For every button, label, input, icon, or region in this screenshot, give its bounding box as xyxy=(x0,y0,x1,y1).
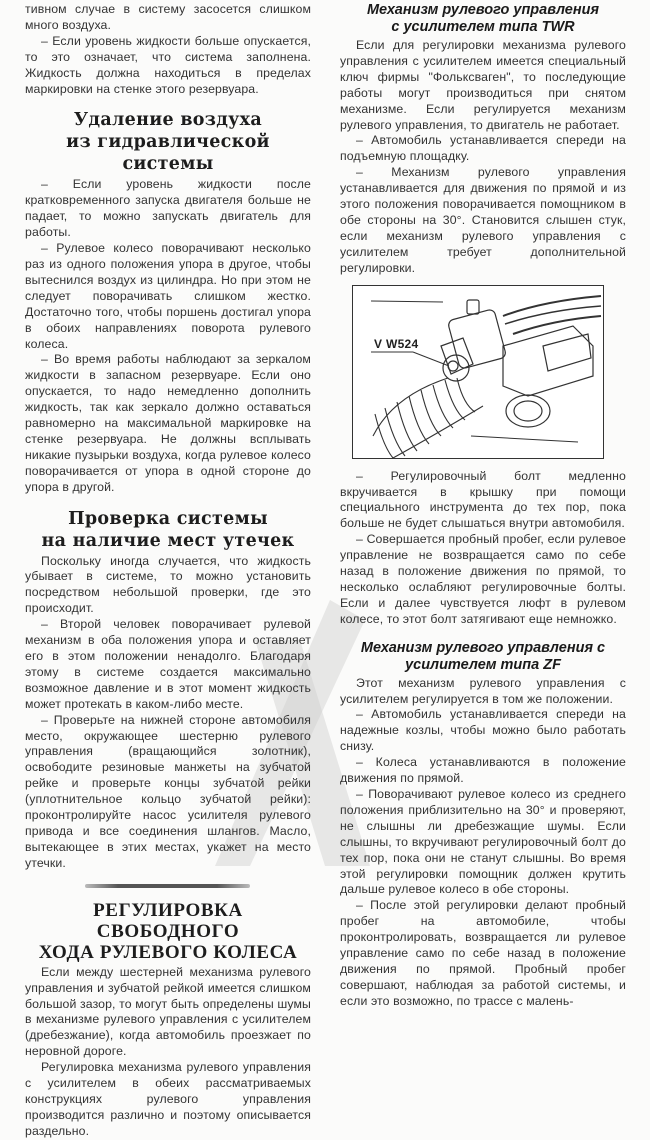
section-air-removal xyxy=(25,109,311,495)
paragraph: Поскольку иногда случается, что жидкость убывает в системе, то можно установить посредством небольшой проверки, где это происходит. xyxy=(25,553,311,616)
section-free-play xyxy=(25,900,311,1140)
section-title: Удаление воздуха xyxy=(73,110,263,131)
section-title: ХОДА РУЛЕВОГО КОЛЕСА xyxy=(38,941,298,963)
paragraph: – Автомобиль устанавливается спереди на надежные козлы, чтобы можно было работать снизу. xyxy=(340,707,626,754)
section-title: Механизм рулевого управления с xyxy=(360,639,606,656)
paragraph: – Рулевое колесо поворачивают несколько раз из одного положения упора в другое, чтобы вытеснился воздух из цилиндра. Но при этом не следует поворачивать слишком жестко. Достаточно того, чтобы поршень достигал упора в обоих направлениях поворота рулевого колеса. xyxy=(25,241,311,351)
paragraph: – Если уровень жидкости больше опускается, то это означает, что система заполнена. Жидкость должна находиться в пределах маркировки на стенке этого резервуара. xyxy=(25,33,311,96)
paragraph: – После этой регулировки делают пробный пробег на автомобиле, чтобы проконтролировать, возвращается ли рулевое управление само по себе назад в положение движения по прямой. Пробный пробег совершают, наблюдая за работой системы, и если это возможно, по трассе с малень- xyxy=(340,898,626,1008)
paragraph: – Второй человек поворачивает рулевой механизм в оба положения упора и оставляет его в этом положении ненадолго. Благодаря этому в системе создается максимально возможное давление и в этот момент жидкость может протекать в каком-либо месте. xyxy=(25,617,311,711)
section-title: с усилителем типа TWR xyxy=(391,19,575,35)
paragraph: – Автомобиль устанавливается спереди на подъемную площадку. xyxy=(340,133,626,164)
paragraph: – Проверьте на нижней стороне автомобиля место, окружающее шестерню рулевого управления (вращающийся золотник), освободите резиновые манжеты на зубчатой рейке и проверьте концы зубчатой рейки (уплотнительное кольцо зубчатой рейки): проконтролируйте насос усилителя рулевого привода и все соединения шлангов. Масло, вытекающее в этих местах, укажет на место утечки. xyxy=(25,712,311,870)
paragraph: – Во время работы наблюдают за зеркалом жидкости в запасном резервуаре. Если оно опускается, то надо немедленно дополнить жидкость, так как зеркало должно оставаться равномерно на максимальной маркировке на стенке резервуара. Не должны всплывать никакие пузырьки воздуха, когда рулевое колесо поворачивается от упора в одной стороне до упора в другой. xyxy=(25,352,311,494)
section-title: Проверка системы xyxy=(68,508,268,529)
paragraph: – Поворачивают рулевое колесо из среднего положения приблизительно на 30° и проверяют, не слышны ли дребезжащие шумы. Если слышны, то вкручивают регулировочный болт до тех пор, пока они не станут слышны. Во время этой регулировки помощник должен крутить дальше рулевое колесо в обе стороны. xyxy=(340,787,626,897)
paragraph: – Механизм рулевого управления устанавливается для движения по прямой и из этого положения поворачивается помощником в обе стороны на 30°. Становится слышен стук, если механизм рулевого управления с усилителем требует дополнительной регулировки. xyxy=(340,165,626,275)
paragraph: – Если уровень жидкости после кратковременного запуска двигателя больше не падает, то можно запускать двигатель для работы. xyxy=(25,177,311,240)
intro-block xyxy=(25,2,311,97)
paragraph: – Совершается пробный пробег, если рулевое управление не возвращается само по себе назад в положение движения по прямой, то несколько ослабляют регулировочные болты. Если и далее чувствуется люфт в рулевом колесе, то этот болт затягивают еще немножко. xyxy=(340,532,626,626)
steering-rack-figure xyxy=(352,285,604,459)
section-zf xyxy=(340,640,626,1010)
section-leak-check xyxy=(25,508,311,872)
section-title: Механизм рулевого управления xyxy=(366,2,600,18)
section-divider xyxy=(85,884,250,888)
left-column xyxy=(25,2,311,1140)
figure-label: V W524 xyxy=(374,336,419,351)
right-column xyxy=(340,2,626,1010)
paragraph: тивном случае в систему засосется слишком много воздуха. xyxy=(25,2,311,32)
paragraph: – Регулировочный болт медленно вкручивается в крышку при помощи специального инструмента до тех пор, пока больше не будет слышаться внутри автомобиля. xyxy=(340,468,626,531)
paragraph: Если между шестерней механизма рулевого управления и зубчатой рейкой имеется слишком большой зазор, то могут быть определены шумы в механизме рулевого управления с усилителем (дребезжание), когда автомобиль проезжает по неровной дороге. xyxy=(25,964,311,1059)
section-twr xyxy=(340,2,626,628)
section-title: из гидравлической системы xyxy=(66,132,270,175)
paragraph: Этот механизм рулевого управления с усилителем регулируется в том же положении. xyxy=(340,675,626,706)
section-title: усилителем типа ZF xyxy=(405,656,561,673)
steering-rack-illustration-icon xyxy=(353,286,603,458)
section-title: на наличие мест утечек xyxy=(41,530,295,551)
section-title: РЕГУЛИРОВКА СВОБОДНОГО xyxy=(93,899,243,942)
paragraph: Если для регулировки механизма рулевого управления с усилителем имеется специальный ключ фирмы "Фольксваген", то последующие работы могут производиться при снятом механизме. Если регулируется механизм рулевого управления, то двигатель не работает. xyxy=(340,38,626,132)
paragraph: – Колеса устанавливаются в положение движения по прямой. xyxy=(340,755,626,786)
paragraph: Регулировка механизма рулевого управления с усилителем в обеих рассматриваемых конструкциях рулевого управления производится различно и поэтому описывается раздельно. xyxy=(25,1060,311,1138)
